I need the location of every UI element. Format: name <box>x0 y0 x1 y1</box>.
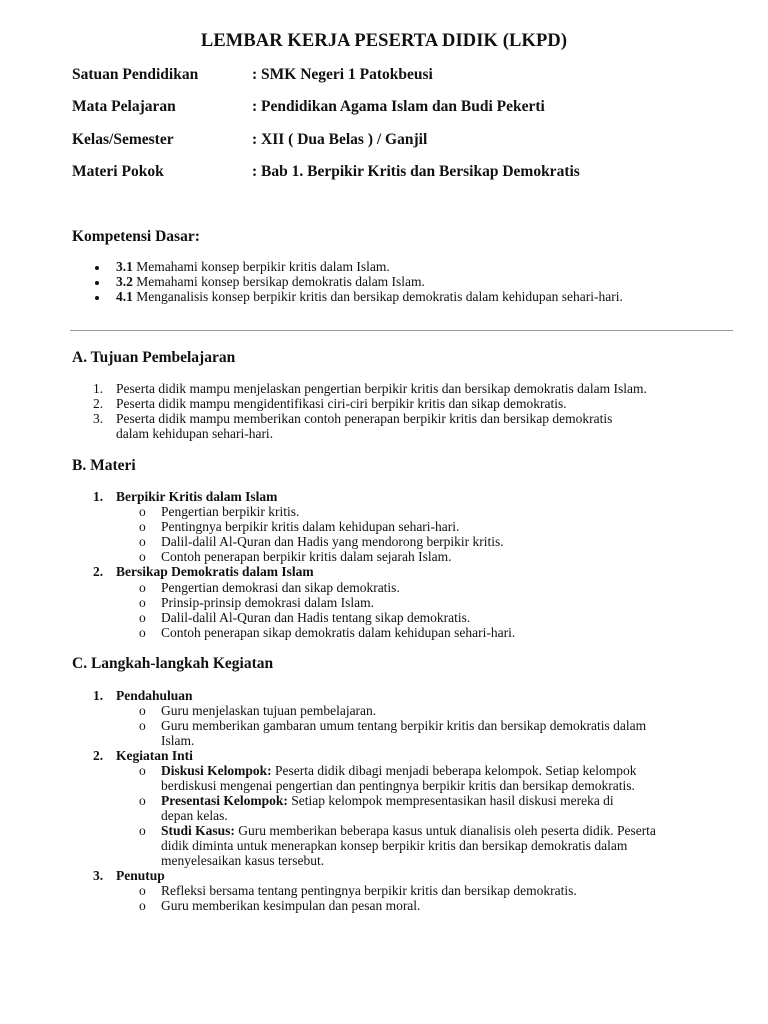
circle-bullet-icon: o <box>139 625 146 640</box>
langkah-item: Guru memberikan kesimpulan dan pesan moral. <box>161 898 421 913</box>
bullet-icon <box>95 296 99 300</box>
circle-bullet-icon: o <box>139 519 146 534</box>
identity-label-materi: Materi Pokok <box>72 163 164 180</box>
identity-value-mapel: : Pendidikan Agama Islam dan Budi Pekerti <box>252 98 545 115</box>
circle-bullet-icon: o <box>139 703 146 718</box>
bullet-icon <box>95 281 99 285</box>
langkah-item: Guru memberikan gambaran umum tentang berpikir kritis dan bersikap demokratis dalam <box>161 718 647 733</box>
circle-bullet-icon: o <box>139 595 146 610</box>
langkah-item-continuation: depan kelas. <box>161 808 228 823</box>
materi-item: Pengertian berpikir kritis. <box>161 504 300 519</box>
langkah-item-continuation: didik diminta untuk menerapkan konsep berpikir kritis dan bersikap demokratis dalam <box>161 838 628 853</box>
langkah-item: Refleksi bersama tentang pentingnya berpikir kritis dan bersikap demokratis. <box>161 883 577 898</box>
list-number: 2. <box>93 748 104 763</box>
circle-bullet-icon: o <box>139 793 146 808</box>
materi-heading: B. Materi <box>72 457 136 474</box>
list-number: 1. <box>93 381 104 396</box>
langkah-item: Studi Kasus: Guru memberikan beberapa kasus untuk dianalisis oleh peserta didik. Peserta <box>161 823 656 838</box>
materi-item: Dalil-dalil Al-Quran dan Hadis yang mendorong berpikir kritis. <box>161 534 504 549</box>
langkah-item: Guru menjelaskan tujuan pembelajaran. <box>161 703 377 718</box>
identity-label-mapel: Mata Pelajaran <box>72 98 176 115</box>
langkah-item-continuation: berdiskusi mengenai pengertian dan pentingnya berpikir kritis dan bersikap demokratis. <box>161 778 635 793</box>
circle-bullet-icon: o <box>139 883 146 898</box>
identity-value-kelas: : XII ( Dua Belas ) / Ganjil <box>252 131 428 148</box>
document-title: LEMBAR KERJA PESERTA DIDIK (LKPD) <box>200 31 568 51</box>
materi-item: Prinsip-prinsip demokrasi dalam Islam. <box>161 595 374 610</box>
circle-bullet-icon: o <box>139 763 146 778</box>
identity-label-satuan: Satuan Pendidikan <box>72 66 199 83</box>
kd-heading: Kompetensi Dasar: <box>72 228 200 245</box>
tujuan-item: Peserta didik mampu mengidentifikasi ciri-ciri berpikir kritis dan sikap demokratis. <box>116 396 567 411</box>
list-number: 2. <box>93 396 104 411</box>
langkah-group-title: Kegiatan Inti <box>116 748 193 763</box>
bullet-icon <box>95 266 99 270</box>
tujuan-heading: A. Tujuan Pembelajaran <box>72 349 236 366</box>
langkah-group-title: Pendahuluan <box>116 688 193 703</box>
circle-bullet-icon: o <box>139 823 146 838</box>
materi-item: Dalil-dalil Al-Quran dan Hadis tentang sikap demokratis. <box>161 610 471 625</box>
materi-item: Contoh penerapan sikap demokratis dalam kehidupan sehari-hari. <box>161 625 516 640</box>
kd-item: 3.1 Memahami konsep berpikir kritis dalam Islam. <box>116 259 390 274</box>
circle-bullet-icon: o <box>139 718 146 733</box>
langkah-item: Diskusi Kelompok: Peserta didik dibagi menjadi beberapa kelompok. Setiap kelompok <box>161 763 637 778</box>
circle-bullet-icon: o <box>139 504 146 519</box>
langkah-item-continuation: Islam. <box>161 733 195 748</box>
list-number: 2. <box>93 564 104 579</box>
materi-item: Pentingnya berpikir kritis dalam kehidupan sehari-hari. <box>161 519 460 534</box>
materi-item: Pengertian demokrasi dan sikap demokratis. <box>161 580 400 595</box>
identity-value-materi: : Bab 1. Berpikir Kritis dan Bersikap Demokratis <box>252 163 580 180</box>
langkah-heading: C. Langkah-langkah Kegiatan <box>72 655 274 672</box>
identity-label-kelas: Kelas/Semester <box>72 131 174 148</box>
circle-bullet-icon: o <box>139 898 146 913</box>
identity-value-satuan: : SMK Negeri 1 Patokbeusi <box>252 66 433 83</box>
list-number: 1. <box>93 489 104 504</box>
circle-bullet-icon: o <box>139 534 146 549</box>
section-divider <box>70 330 733 331</box>
kd-item: 3.2 Memahami konsep bersikap demokratis dalam Islam. <box>116 274 425 289</box>
list-number: 3. <box>93 868 104 883</box>
tujuan-item: Peserta didik mampu menjelaskan pengertian berpikir kritis dan bersikap demokratis dalam Islam. <box>116 381 647 396</box>
langkah-item: Presentasi Kelompok: Setiap kelompok mempresentasikan hasil diskusi mereka di <box>161 793 614 808</box>
list-number: 3. <box>93 411 104 426</box>
langkah-group-title: Penutup <box>116 868 165 883</box>
materi-group-title: Bersikap Demokratis dalam Islam <box>116 564 314 579</box>
langkah-item-continuation: menyelesaikan kasus tersebut. <box>161 853 325 868</box>
tujuan-item-continuation: dalam kehidupan sehari-hari. <box>116 426 274 441</box>
tujuan-item: Peserta didik mampu memberikan contoh penerapan berpikir kritis dan bersikap demokratis <box>116 411 613 426</box>
circle-bullet-icon: o <box>139 549 146 564</box>
materi-group-title: Berpikir Kritis dalam Islam <box>116 489 278 504</box>
materi-item: Contoh penerapan berpikir kritis dalam sejarah Islam. <box>161 549 452 564</box>
circle-bullet-icon: o <box>139 580 146 595</box>
kd-item: 4.1 Menganalisis konsep berpikir kritis dan bersikap demokratis dalam kehidupan sehari-hari. <box>116 289 623 304</box>
list-number: 1. <box>93 688 104 703</box>
circle-bullet-icon: o <box>139 610 146 625</box>
